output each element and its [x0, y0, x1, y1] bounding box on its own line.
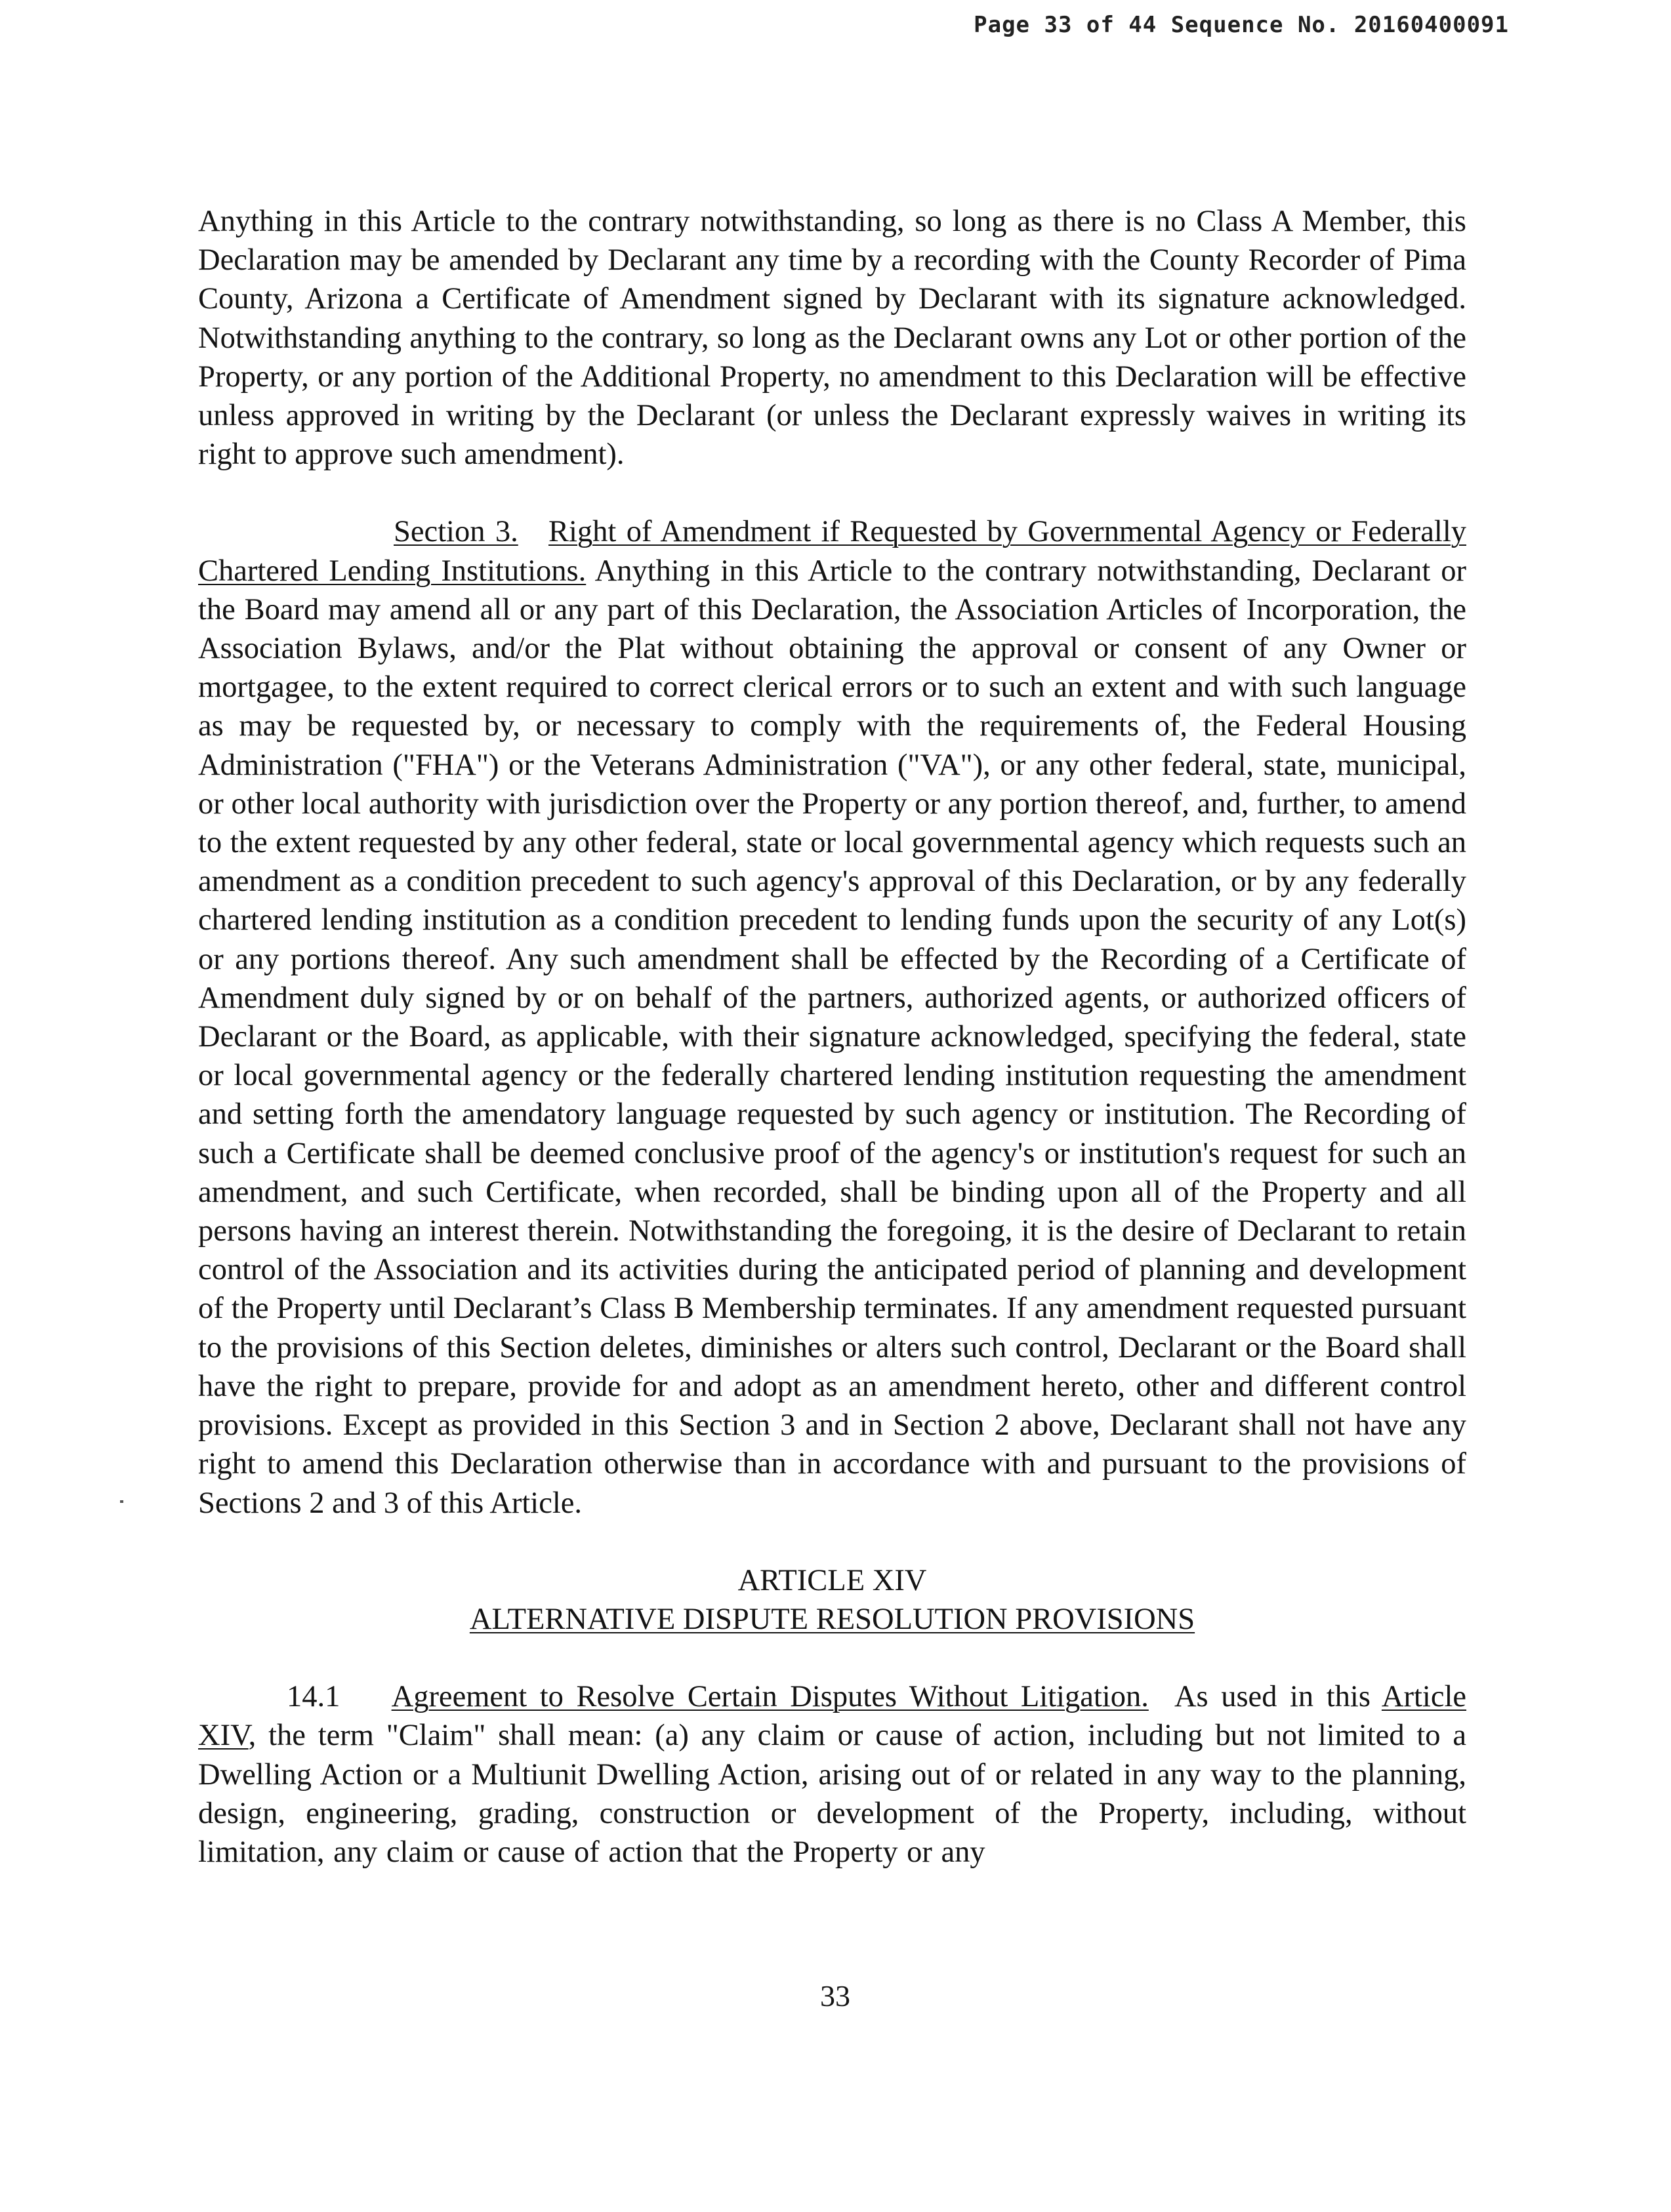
document-body	[198, 202, 1466, 1872]
section-3-paragraph	[198, 512, 1466, 1522]
paragraph-gap	[198, 474, 1466, 512]
section-3-label: Section 3.	[394, 515, 518, 549]
page-sequence-header: Page 33 of 44 Sequence No. 20160400091	[974, 12, 1509, 38]
article-xiv-title: ALTERNATIVE DISPUTE RESOLUTION PROVISIONS	[469, 1602, 1195, 1636]
page-number: 33	[820, 1979, 850, 2013]
section-14-1-lead: As used in this	[1174, 1680, 1371, 1714]
article-xiv-reference: Article XIV	[198, 1680, 1467, 1753]
section-14-1-heading: Agreement to Resolve Certain Disputes Without Litigation.	[391, 1680, 1149, 1714]
section-14-1-body: , the term "Claim" shall mean: (a) any claim or cause of action, including but not limited to a Dwelling Action or a Multiunit Dwelling Action, arising out of or related in any way to the planning, design, engineering, grading, construction or development of the Property, including, without limitation, any claim or cause of action that the Property or any	[198, 1719, 1466, 1869]
paragraph-gap	[198, 1523, 1466, 1561]
section-14-1-paragraph	[198, 1677, 1466, 1872]
section-14-1-number: 14.1	[287, 1680, 340, 1714]
scan-speck	[120, 1500, 123, 1503]
section-3-body: Anything in this Article to the contrary notwithstanding, Declarant or the Board may amend all or any part of this Declaration, the Association Articles of Incorporation, the Association Bylaws, and/or the Plat without obtaining the approval or consent of any Owner or mortgagee, to the extent required to correct clerical errors or to such an extent and with such language as may be requested by, or necessary to comply with the requirements of, the Federal Housing Administration ("FHA") or the Veterans Administration ("VA"), or any other federal, state, municipal, or other local authority with jurisdiction over the Property or any portion thereof, and, further, to amend to the extent requested by any other federal, state or local governmental agency which requests such an amendment as a condition precedent to such agency's approval of this Declaration, or by any federally chartered lending institution as a condition precedent to lending funds upon the security of any Lot(s) or any portions thereof. Any such amendment shall be effected by the Recording of a Certificate of Amendment duly signed by or on behalf of the partners, authorized agents, or authorized officers of Declarant or the Board, as applicable, with their signature acknowledged, specifying the federal, state or local governmental agency or the federally chartered lending institution requesting the amendment and setting forth the amendatory language requested by such agency or institution. The Recording of such a Certificate shall be deemed conclusive proof of the agency's or institution's request for such an amendment, and such Certificate, when recorded, shall be binding upon all of the Property and all persons having an interest therein. Notwithstanding the foregoing, it is the desire of Declarant to retain control of the Association and its activities during the anticipated period of planning and development of the Property until Declarant’s Class B Membership terminates. If any amendment requested pursuant to the provisions of this Section deletes, diminishes or alters such control, Declarant or the Board shall have the right to prepare, provide for and adopt as an amendment hereto, other and different control provisions. Except as provided in this Section 3 and in Section 2 above, Declarant shall not have any right to amend this Declaration otherwise than in accordance with and pursuant to the provisions of Sections 2 and 3 of this Article.	[198, 554, 1466, 1520]
paragraph-gap	[198, 1639, 1466, 1677]
article-xiv-number: ARTICLE XIV	[737, 1563, 927, 1597]
intro-paragraph: Anything in this Article to the contrary notwithstanding, so long as there is no Class A Member, this Declaration may be amended by Declarant any time by a recording with the County Recorder of Pima County, Arizona a Certificate of Amendment signed by Declarant with its signature acknowledged. Notwithstanding anything to the contrary, so long as the Declarant owns any Lot or other portion of the Property, or any portion of the Additional Property, no amendment to this Declaration will be effective unless approved in writing by the Declarant (or unless the Declarant expressly waives in writing its right to approve such amendment).	[198, 205, 1466, 472]
article-xiv-title-line	[198, 1600, 1466, 1639]
section-3-heading: Right of Amendment if Requested by Governmental Agency or Federally Chartered Lending Institutions.	[198, 515, 1466, 588]
